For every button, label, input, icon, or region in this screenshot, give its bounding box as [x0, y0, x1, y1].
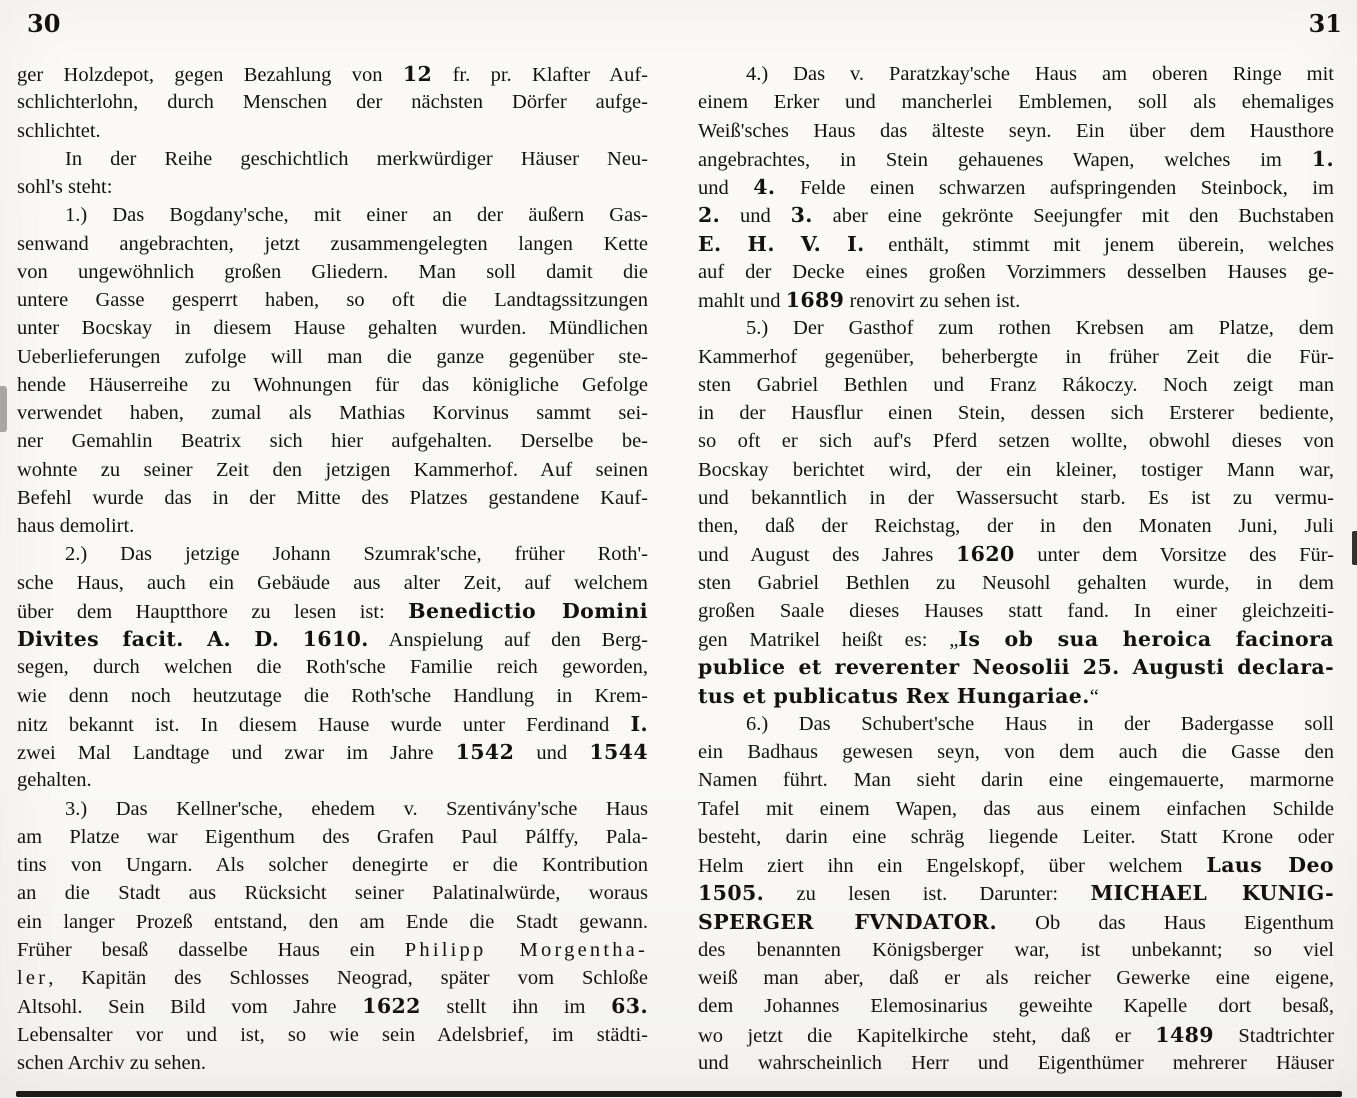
body-text: wohnte zu seiner Zeit den jetzigen Kammerhof. Auf seinen: [17, 458, 648, 481]
scan-artifact-right-edge-mark: [1352, 531, 1357, 565]
body-text: renovirt zu sehen ist.: [844, 290, 1021, 312]
left-page-text-block: [17, 60, 648, 1077]
body-text: zu lesen ist. Darunter:: [764, 883, 1091, 906]
scan-artifact-bottom-bar: [16, 1091, 1342, 1097]
body-text: ner Gemahlin Beatrix sich hier aufgehalten. Derselbe be-: [17, 430, 648, 453]
paragraph: [17, 60, 648, 145]
paragraph: [17, 540, 648, 794]
body-text: Lebensalter vor und ist, so wie sein Adelsbrief, im städti-: [17, 1023, 648, 1046]
text-line: [17, 851, 648, 879]
antiqua-text: E. H. V. I.: [698, 231, 865, 256]
body-text: sohl's steht:: [17, 176, 113, 198]
page-number-right: 31: [1308, 9, 1342, 38]
text-line: [698, 1049, 1334, 1077]
antiqua-text: 12: [402, 62, 433, 86]
body-text: sche Haus, auch ein Gebäude aus alter Zeit, auf welchem: [17, 571, 648, 594]
antiqua-text: 1.: [1311, 146, 1334, 171]
antiqua-text: I.: [630, 711, 648, 736]
antiqua-text: 1620: [956, 542, 1015, 567]
body-text: Anspielung auf den Berg-: [368, 629, 648, 651]
text-line: [698, 597, 1334, 625]
text-line: [698, 371, 1334, 399]
antiqua-text: Laus Deo: [1206, 853, 1334, 877]
text-line: [698, 851, 1334, 879]
body-text: aber eine gekrönte Seejungfer mit den Buchstaben: [812, 205, 1335, 228]
body-text: ein langer Prozeß entstand, den am Ende die Stadt gewann.: [17, 910, 648, 933]
body-text: und August des Jahres: [698, 544, 957, 567]
text-line: [17, 795, 648, 823]
body-text: schen Archiv zu sehen.: [17, 1051, 206, 1074]
text-line: [698, 823, 1334, 851]
body-text: In der Reihe geschichtlich merkwürdiger Häuser Neu-: [65, 147, 648, 170]
paragraph: [17, 201, 648, 540]
body-text: enthält, stimmt mit jenem überein, welches: [864, 233, 1334, 256]
antiqua-text: 1689: [785, 288, 845, 312]
text-line: [17, 117, 648, 145]
antiqua-text: MICHAEL KUNIG-: [1090, 881, 1334, 906]
text-line: [698, 427, 1334, 455]
text-line: [17, 427, 648, 455]
body-text: Altsohl. Sein Bild vom Jahre: [17, 996, 363, 1019]
body-text: unter Bocskay in diesem Hause gehalten wurden. Mündlichen: [17, 317, 648, 340]
antiqua-text: Divites facit. A. D. 1610.: [17, 627, 369, 651]
body-text: tins von Ungarn. Als solcher denegirte er die Kontribution: [17, 854, 648, 876]
body-text: Ob das Haus Eigenthum: [997, 911, 1334, 934]
body-text: und bekanntlich in der Wassersucht starb. Es ist zu vermu-: [698, 486, 1334, 509]
text-line: [17, 371, 648, 399]
antiqua-text: 4.: [753, 175, 776, 199]
text-line: [17, 710, 648, 738]
text-line: [17, 456, 648, 484]
text-line: [698, 653, 1334, 681]
body-text: weiß man aber, daß er als reicher Gewerke eine eigene,: [698, 967, 1334, 989]
text-line: [698, 738, 1334, 766]
text-line: [698, 1021, 1334, 1049]
text-line: [698, 540, 1334, 568]
text-line: [17, 512, 648, 540]
antiqua-text: SPERGER FVNDATOR.: [698, 909, 998, 934]
text-line: [17, 936, 648, 964]
antiqua-text: tus et publicatus Rex Hungariae.: [698, 683, 1090, 708]
scan-artifact-left-smudge: [0, 386, 7, 432]
body-text: und: [698, 177, 754, 199]
antiqua-text: 1489: [1155, 1022, 1214, 1047]
antiqua-text: publice et reverenter Neosolii 25. Augusti declara-: [698, 655, 1334, 680]
body-text: auf der Decke eines großen Vorzimmers desselben Hauses ge-: [698, 260, 1334, 283]
paragraph: [698, 710, 1334, 1077]
body-text: Früher besaß dasselbe Haus ein: [17, 938, 405, 961]
text-line: [17, 145, 648, 173]
antiqua-text: 2.: [698, 203, 721, 228]
text-line: [698, 512, 1334, 540]
text-line: [17, 569, 648, 597]
text-line: [698, 399, 1334, 427]
text-line: [698, 766, 1334, 794]
body-text: und: [720, 205, 791, 228]
text-line: [698, 569, 1334, 597]
text-line: [17, 484, 648, 512]
body-text: gehalten.: [17, 769, 92, 792]
text-line: [17, 823, 648, 851]
paragraph: [17, 795, 648, 1078]
text-line: [698, 173, 1334, 201]
text-line: [698, 992, 1334, 1020]
text-line: [17, 60, 648, 88]
body-text: wo jetzt die Kapitelkirche steht, daß er: [698, 1024, 1156, 1047]
text-line: [17, 258, 648, 286]
text-line: [698, 60, 1334, 88]
body-text: so oft er sich auf's Pferd setzen wollte, obwohl dieses von: [698, 430, 1334, 453]
text-line: [698, 710, 1334, 738]
text-line: [698, 625, 1334, 653]
text-line: [698, 258, 1334, 286]
body-text: dem Johannes Elemosinarius geweihte Kapelle dort besaß,: [698, 995, 1334, 1018]
text-line: [17, 879, 648, 907]
text-line: [698, 314, 1334, 342]
body-text: Felde einen schwarzen aufspringenden Steinbock, im: [775, 177, 1334, 199]
body-text: einem Erker und mancherlei Emblemen, soll als ehemaliges: [698, 91, 1334, 114]
antiqua-text: 63.: [611, 994, 648, 1019]
text-line: [698, 88, 1334, 116]
body-text: segen, durch welchen die Roth'sche Familie reich geworden,: [17, 656, 648, 679]
body-text: gen Matrikel heißt es: „: [698, 629, 959, 651]
body-text: unter dem Vorsitze des Für-: [1014, 544, 1334, 567]
text-line: [17, 682, 648, 710]
body-text: und: [514, 742, 590, 764]
body-text: 2.) Das jetzige Johann Szumrak'sche, früher Roth'-: [65, 543, 648, 566]
text-line: [698, 936, 1334, 964]
text-line: [17, 908, 648, 936]
body-text: sten Gabriel Bethlen und Franz Rákoczy. Noch zeigt man: [698, 373, 1334, 396]
body-text: Bocskay berichtet wird, der ein kleiner, tostiger Mann war,: [698, 458, 1334, 481]
text-line: [17, 964, 648, 992]
body-text: ein Badhaus gewesen seyn, von dem auch die Gasse den: [698, 741, 1334, 763]
text-line: [17, 343, 648, 371]
body-text: wie denn noch heutzutage die Roth'sche Handlung in Krem-: [17, 684, 648, 707]
body-text: untere Gasse gesperrt haben, so oft die Landtagssitzungen: [17, 289, 648, 311]
text-line: [17, 766, 648, 794]
body-text: am Platze war Eigenthum des Grafen Paul Pálffy, Pala-: [17, 825, 648, 848]
text-line: [698, 908, 1334, 936]
body-text: Kammerhof gegenüber, beherbergte in früher Zeit die Für-: [698, 345, 1334, 368]
body-text: in der Hausflur einen Stein, dessen sich Ersterer bediente,: [698, 402, 1334, 424]
text-line: [698, 201, 1334, 229]
text-line: [17, 88, 648, 116]
body-text: Weiß'sches Haus das älteste seyn. Ein über dem Hausthore: [698, 119, 1334, 142]
body-text: an die Stadt aus Rücksicht seiner Palatinalwürde, woraus: [17, 882, 648, 905]
body-text: then, daß der Reichstag, der in den Monaten Juni, Juli: [698, 515, 1334, 537]
body-text: schlichterlohn, durch Menschen der nächsten Dörfer aufge-: [17, 91, 648, 114]
text-line: [17, 597, 648, 625]
text-line: [17, 540, 648, 568]
antiqua-text: 1505.: [698, 881, 765, 906]
text-line: [698, 484, 1334, 512]
page-number-left: 30: [27, 9, 61, 38]
text-line: [698, 879, 1334, 907]
text-line: [698, 230, 1334, 258]
body-text: zwei Mal Landtage und zwar im Jahre: [17, 742, 456, 764]
body-text: und wahrscheinlich Herr und Eigenthümer mehrerer Häuser: [698, 1051, 1334, 1074]
body-text: stellt ihn im: [420, 996, 612, 1019]
body-text: schlichtet.: [17, 119, 101, 142]
letterspaced-text: ler: [17, 967, 49, 989]
text-line: [698, 117, 1334, 145]
antiqua-text: Benedictio Domini: [408, 598, 648, 623]
antiqua-text: 1622: [362, 994, 421, 1019]
antiqua-text: Is ob sua heroica facinora: [958, 627, 1334, 651]
body-text: senwand angebrachten, jetzt zusammengelegten langen Kette: [17, 232, 648, 255]
antiqua-text: 3.: [790, 203, 813, 228]
text-line: [17, 230, 648, 258]
body-text: besteht, darin eine schräg liegende Leiter. Statt Krone oder: [698, 825, 1334, 848]
paragraph: [698, 314, 1334, 710]
body-text: Befehl wurde das in der Mitte des Platzes gestandene Kauf-: [17, 486, 648, 509]
text-line: [698, 795, 1334, 823]
antiqua-text: 1542: [455, 740, 515, 764]
body-text: angebrachtes, in Stein gehauenes Wapen, welches im: [698, 148, 1312, 171]
body-text: Stadtrichter: [1213, 1024, 1334, 1047]
letterspaced-text: Philipp Morgentha-: [404, 938, 649, 961]
body-text: Helm ziert ihn ein Engelskopf, über welchem: [698, 855, 1207, 877]
body-text: 4.) Das v. Paratzkay'sche Haus am oberen Ringe mit: [746, 63, 1334, 85]
text-line: [17, 1021, 648, 1049]
body-text: über dem Hauptthore zu lesen ist:: [17, 600, 409, 623]
text-line: [17, 286, 648, 314]
text-line: [698, 964, 1334, 992]
body-text: “: [1089, 685, 1099, 708]
body-text: fr. pr. Klafter Auf-: [432, 64, 648, 86]
right-page-text-block: [698, 60, 1334, 1077]
body-text: verwendet haben, zumal als Mathias Korvinus sammt sei-: [17, 402, 648, 424]
text-line: [17, 1049, 648, 1077]
body-text: 6.) Das Schubert'sche Haus in der Badergasse soll: [746, 712, 1334, 735]
body-text: sten Gabriel Bethlen zu Neusohl gehalten wurde, in dem: [698, 571, 1334, 594]
body-text: von ungewöhnlich großen Gliedern. Man soll damit die: [17, 260, 648, 283]
antiqua-text: 1544: [589, 740, 648, 764]
body-text: Tafel mit einem Wapen, das aus einem einfachen Schilde: [698, 797, 1334, 820]
text-line: [698, 456, 1334, 484]
body-text: des benannten Königsberger war, ist unbekannt; so viel: [698, 938, 1334, 961]
text-line: [698, 682, 1334, 710]
body-text: haus demolirt.: [17, 515, 135, 537]
body-text: 1.) Das Bogdany'sche, mit einer an der äußern Gas-: [65, 204, 648, 227]
text-line: [17, 992, 648, 1020]
text-line: [698, 145, 1334, 173]
text-line: [17, 201, 648, 229]
text-line: [698, 286, 1334, 314]
body-text: Namen führt. Man sieht darin eine eingemauerte, marmorne: [698, 769, 1334, 792]
text-line: [17, 653, 648, 681]
paragraph: [698, 60, 1334, 314]
body-text: 5.) Der Gasthof zum rothen Krebsen am Platze, dem: [746, 317, 1334, 340]
body-text: nitz bekannt ist. In diesem Hause wurde unter Ferdinand: [17, 713, 631, 736]
body-text: Ueberlieferungen zufolge will man die ganze gegenüber ste-: [17, 345, 648, 368]
body-text: ger Holzdepot, gegen Bezahlung von: [17, 64, 403, 86]
paragraph: [17, 145, 648, 202]
body-text: hende Häuserreihe zu Wohnungen für das königliche Gefolge: [17, 373, 648, 396]
body-text: großen Saale dieses Hauses statt fand. In einer gleichzeiti-: [698, 599, 1334, 622]
body-text: 3.) Das Kellner'sche, ehedem v. Szentivány'sche Haus: [65, 797, 648, 820]
text-line: [17, 173, 648, 201]
text-line: [17, 314, 648, 342]
body-text: , Kapitän des Schlosses Neograd, später vom Schloße: [48, 967, 648, 989]
text-line: [17, 399, 648, 427]
text-line: [698, 343, 1334, 371]
text-line: [17, 738, 648, 766]
body-text: mahlt und: [698, 290, 786, 312]
text-line: [17, 625, 648, 653]
